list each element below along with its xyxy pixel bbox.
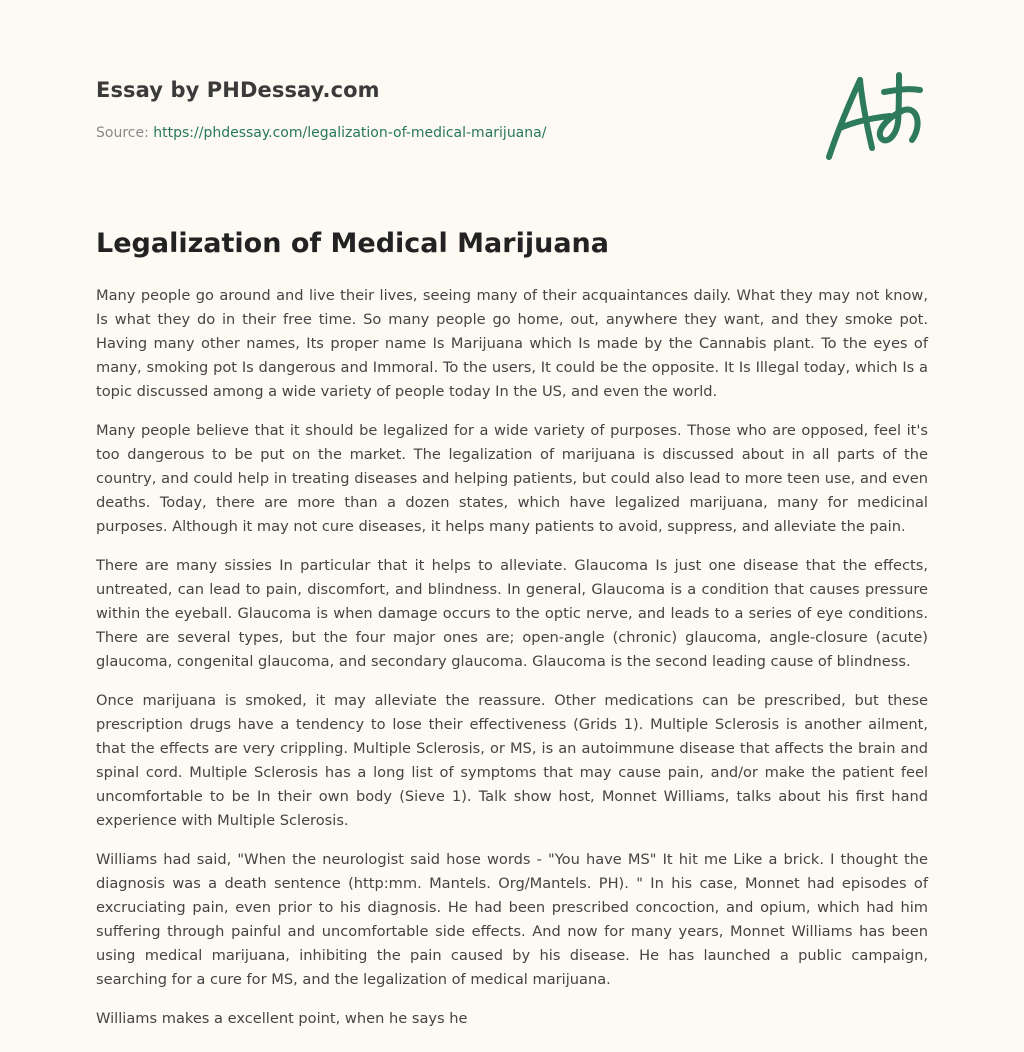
essay-paragraph: Williams had said, "When the neurologist said hose words - "You have MS" It hit me Like a brick. I thought the diagnosis was a death sentence (http:mm. Mantels. Org/Mantels. PH). " In his case, Monnet had episodes of excruciating pain, even prior to his diagnosis. He had been prescribed concoction, and opium, which had him suffering through painful and uncomfortable side effects. And now for many years, Monnet Williams has been using medical marijuana, inhibiting the pain caused by his disease. He has launched a public campaign, searching for a cure for MS, and the legalization of medical marijuana.	[96, 851, 928, 988]
a-plus-grade-logo-icon	[820, 66, 930, 166]
source-line	[96, 123, 546, 143]
essay-body	[96, 284, 928, 1046]
site-title: Essay by PHDessay.com	[96, 78, 380, 102]
source-label: Source:	[96, 125, 149, 141]
essay-paragraph: Many people believe that it should be legalized for a wide variety of purposes. Those who are opposed, feel it's too dangerous to be put on the market. The legalization of marijuana is discussed about in all parts of the country, and could help in treating diseases and helping patients, but could also lead to more teen use, and even deaths. Today, there are more than a dozen states, which have legalized marijuana, many for medicinal purposes. Although it may not cure diseases, it helps many patients to avoid, suppress, and alleviate the pain.	[96, 422, 928, 535]
essay-paragraph: Williams makes a excellent point, when he says he	[96, 1010, 468, 1027]
essay-paragraph: Many people go around and live their lives, seeing many of their acquaintances daily. What they may not know, Is what they do in their free time. So many people go home, out, anywhere they want, and they smoke pot. Having many other names, Its proper name Is Marijuana which Is made by the Cannabis plant. To the eyes of many, smoking pot Is dangerous and Immoral. To the users, It could be the opposite. It Is Illegal today, which Is a topic discussed among a wide variety of people today In the US, and even the world.	[96, 287, 928, 400]
source-link[interactable]: https://phdessay.com/legalization-of-medical-marijuana/	[153, 125, 547, 141]
essay-paragraph: There are many sissies In particular that it helps to alleviate. Glaucoma Is just one disease that the effects, untreated, can lead to pain, discomfort, and blindness. In general, Glaucoma is a condition that causes pressure within the eyeball. Glaucoma is when damage occurs to the optic nerve, and leads to a series of eye conditions. There are several types, but the four major ones are; open-angle (chronic) glaucoma, angle-closure (acute) glaucoma, congenital glaucoma, and secondary glaucoma. Glaucoma is the second leading cause of blindness.	[96, 557, 928, 670]
essay-title: Legalization of Medical Marijuana	[96, 228, 609, 259]
essay-paragraph: Once marijuana is smoked, it may alleviate the reassure. Other medications can be prescribed, but these prescription drugs have a tendency to lose their effectiveness (Grids 1). Multiple Sclerosis is another ailment, that the effects are very crippling. Multiple Sclerosis, or MS, is an autoimmune disease that affects the brain and spinal cord. Multiple Sclerosis has a long list of symptoms that may cause pain, and/or make the patient feel uncomfortable to be In their own body (Sieve 1). Talk show host, Monnet Williams, talks about his first hand experience with Multiple Sclerosis.	[96, 692, 928, 829]
